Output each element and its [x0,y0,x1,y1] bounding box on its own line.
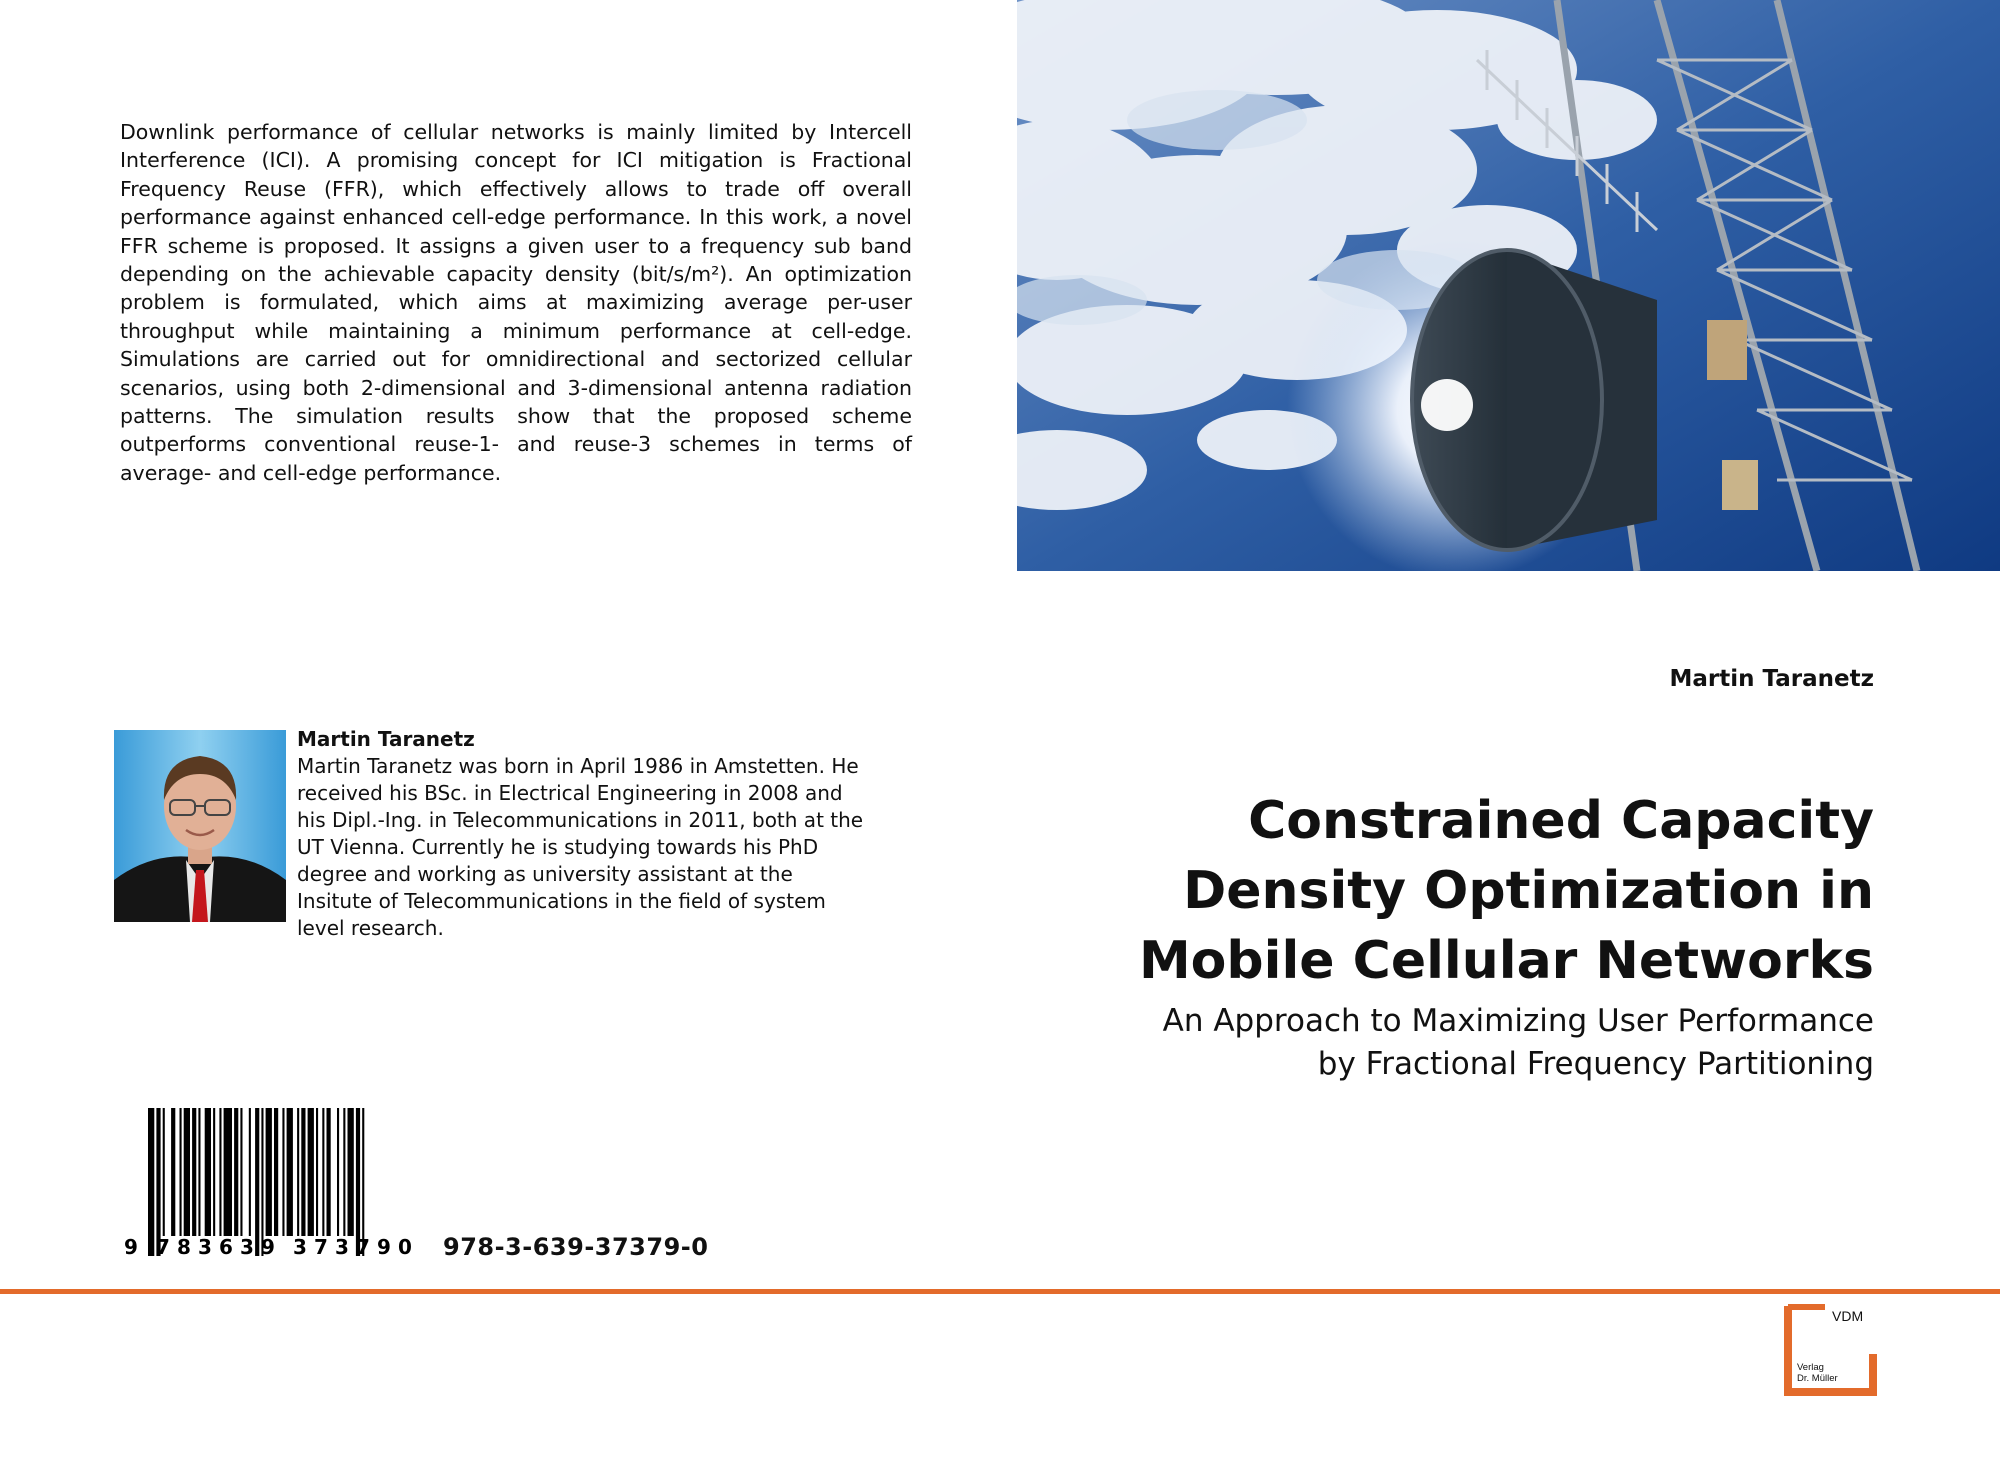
barcode-bar [356,1108,360,1256]
barcode-bar [308,1108,314,1236]
publisher-logo-text: VDM [1832,1308,1864,1324]
barcode-digit: 3 [240,1235,254,1259]
barcode-bar [249,1108,251,1236]
barcode-bar [297,1108,299,1236]
barcode-bar [192,1108,196,1236]
barcode-digit: 7 [314,1235,328,1259]
barcode-digit: 3 [198,1235,212,1259]
barcode-digit: 7 [356,1235,370,1259]
barcode-digit: 7 [156,1235,170,1259]
book-title [974,786,1874,996]
barcode-bar [301,1108,305,1236]
author-bio-text: Martin Taranetz was born in April 1986 in Amstetten. He received his BSc. in Electrical Engineering in 2008 and his Dipl.-Ing. in Telecommunications in 2011, both at the UT Vienna. Currently he is studying towards his PhD degree and working as university assistant at the Insitute of Telecommunications in the field of system level research. [297,754,864,940]
barcode-bar [343,1108,345,1236]
author-portrait-photo-icon [114,730,286,922]
barcode-bar [205,1108,211,1236]
barcode-bar [224,1108,232,1236]
publisher-verlag-line: Verlag [1797,1362,1824,1373]
barcode-bar [184,1108,190,1236]
book-subtitle-line: An Approach to Maximizing User Performance [1162,1003,1874,1039]
author-bio [297,726,867,942]
barcode-bar [163,1108,165,1236]
publisher-verlag-line: Dr. Müller [1797,1373,1838,1384]
orange-divider [0,1289,2000,1294]
barcode-bar [148,1108,154,1256]
book-title-line: Density Optimization in [1183,861,1874,921]
book-subtitle [974,1000,1874,1086]
barcode-bar [327,1108,331,1236]
book-title-line: Mobile Cellular Networks [1138,931,1874,991]
sky-antenna-tower-photo-icon [1017,0,2000,571]
barcode-bar [362,1108,364,1256]
barcode-bar [337,1108,339,1236]
barcode-bar [266,1108,272,1236]
barcode-bar [240,1108,242,1236]
barcode-bar [287,1108,293,1236]
barcode-digit: 8 [177,1235,191,1259]
barcode-bar [219,1108,221,1236]
isbn-barcode [118,1108,418,1272]
publisher-verlag-text [1797,1362,1838,1384]
vdm-orange-bracket-logo-icon [1783,1304,1878,1399]
barcode-bar [234,1108,238,1236]
barcode-digit: 9 [261,1235,275,1259]
isbn-number: 978-3-639-37379-0 [443,1233,709,1261]
cover-photo [1017,0,2000,571]
barcode-bars-icon [118,1108,418,1268]
barcode-bar [171,1108,175,1236]
barcode-digit: 0 [398,1235,412,1259]
barcode-bar [261,1108,263,1256]
barcode-bar [198,1108,200,1236]
barcode-bar [213,1108,215,1236]
barcode-bar [156,1108,160,1256]
barcode-bar [322,1108,324,1236]
barcode-digit: 6 [219,1235,233,1259]
barcode-bar [255,1108,259,1256]
barcode-bar [348,1108,354,1236]
barcode-bar [282,1108,284,1236]
book-subtitle-line: by Fractional Frequency Partitioning [1317,1046,1874,1082]
barcode-bar [316,1108,318,1236]
barcode-digit: 3 [335,1235,349,1259]
author-photo [114,730,286,922]
back-cover-blurb: Downlink performance of cellular networks is mainly limited by Intercell Interference (ICI). A promising concept for ICI mitigation is Fractional Frequency Reuse (FFR), which effectively allows to trade off overall performance against enhanced cell-edge performance. In this work, a novel FFR scheme is proposed. It assigns a given user to a frequency sub band depending on the achievable capacity density (bit/s/m²). An optimization problem is formulated, which aims at maximizing average per-user throughput while maintaining a minimum performance at cell-edge. Simulations are carried out for omnidirectional and sectorized cellular scenarios, using both 2-dimensional and 3-dimensional antenna radiation patterns. The simulation results show that the proposed scheme outperforms conventional reuse-1- and reuse-3 schemes in terms of average- and cell-edge performance. [120,120,912,485]
barcode-bar [274,1108,278,1236]
book-title-line: Constrained Capacity [1248,791,1874,851]
author-bio-name: Martin Taranetz [297,727,475,751]
barcode-digit: 3 [293,1235,307,1259]
barcode-digit: 9 [377,1235,391,1259]
front-author-name: Martin Taranetz [1669,666,1874,692]
barcode-digit: 9 [124,1235,138,1259]
barcode-bar [180,1108,182,1236]
